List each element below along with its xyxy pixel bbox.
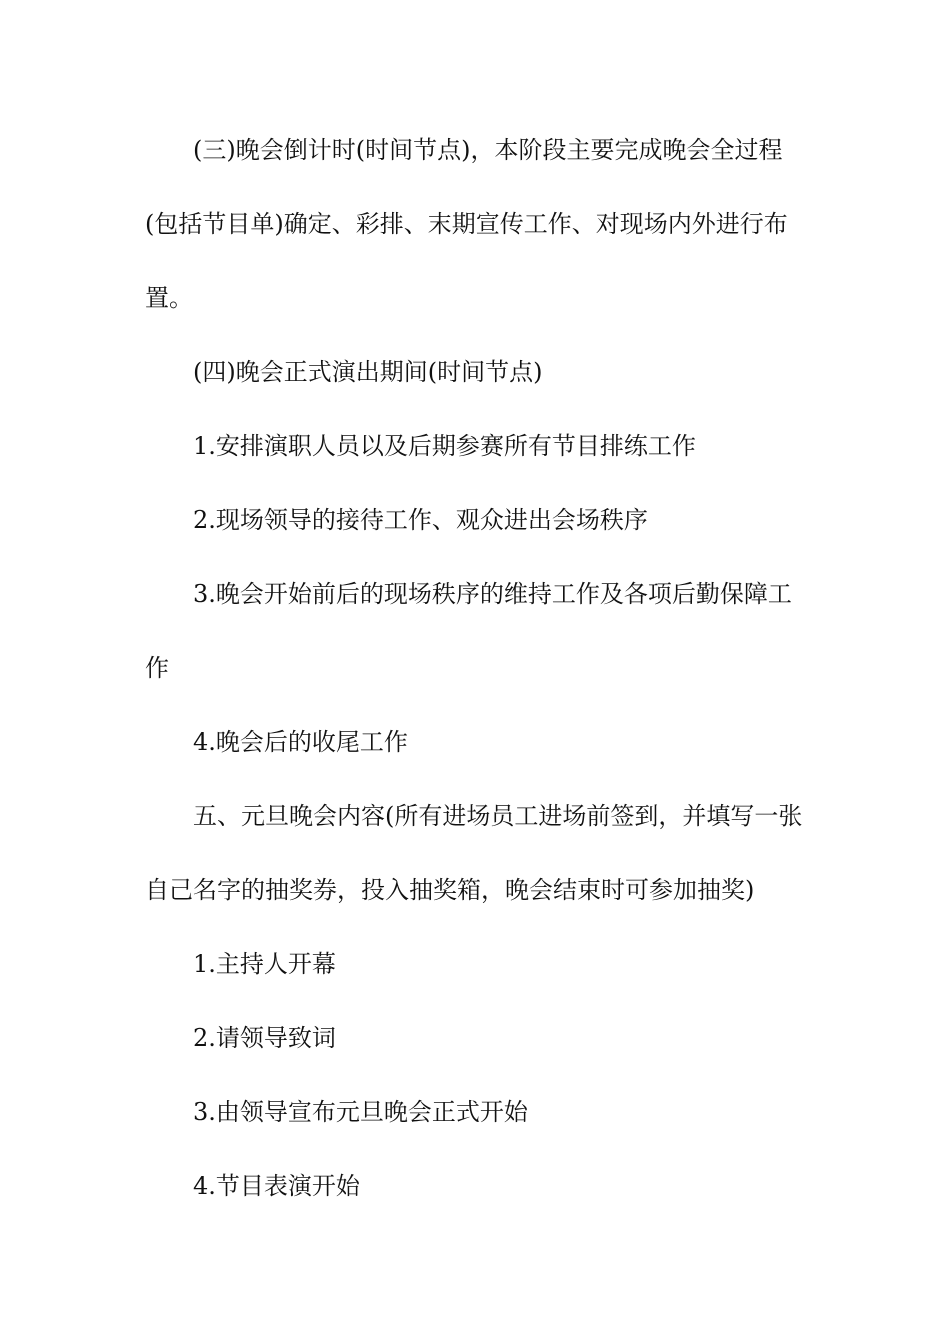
list-item: 1.主持人开幕 xyxy=(193,950,336,978)
section-heading-continuation: 自己名字的抽奖券，投入抽奖箱，晚会结束时可参加抽奖) xyxy=(145,876,755,904)
list-item: 3.由领导宣布元旦晚会正式开始 xyxy=(193,1098,528,1126)
paragraph-line: (三)晚会倒计时(时间节点)，本阶段主要完成晚会全过程 xyxy=(193,136,783,164)
section-heading: 五、元旦晚会内容(所有进场员工进场前签到，并填写一张 xyxy=(193,802,803,830)
paragraph-line: (包括节目单)确定、彩排、末期宣传工作、对现场内外进行布 xyxy=(145,210,788,238)
list-item: 4.晚会后的收尾工作 xyxy=(193,728,408,756)
list-item: 2.现场领导的接待工作、观众进出会场秩序 xyxy=(193,506,648,534)
list-item: 3.晚会开始前后的现场秩序的维持工作及各项后勤保障工 xyxy=(193,580,792,608)
section-heading: (四)晚会正式演出期间(时间节点) xyxy=(193,358,543,386)
list-item: 2.请领导致词 xyxy=(193,1024,336,1052)
list-item-continuation: 作 xyxy=(145,654,169,682)
list-item: 4.节目表演开始 xyxy=(193,1172,360,1200)
document-page xyxy=(145,132,807,1205)
list-item: 1.安排演职人员以及后期参赛所有节目排练工作 xyxy=(193,432,696,460)
paragraph-line: 置。 xyxy=(145,284,193,312)
